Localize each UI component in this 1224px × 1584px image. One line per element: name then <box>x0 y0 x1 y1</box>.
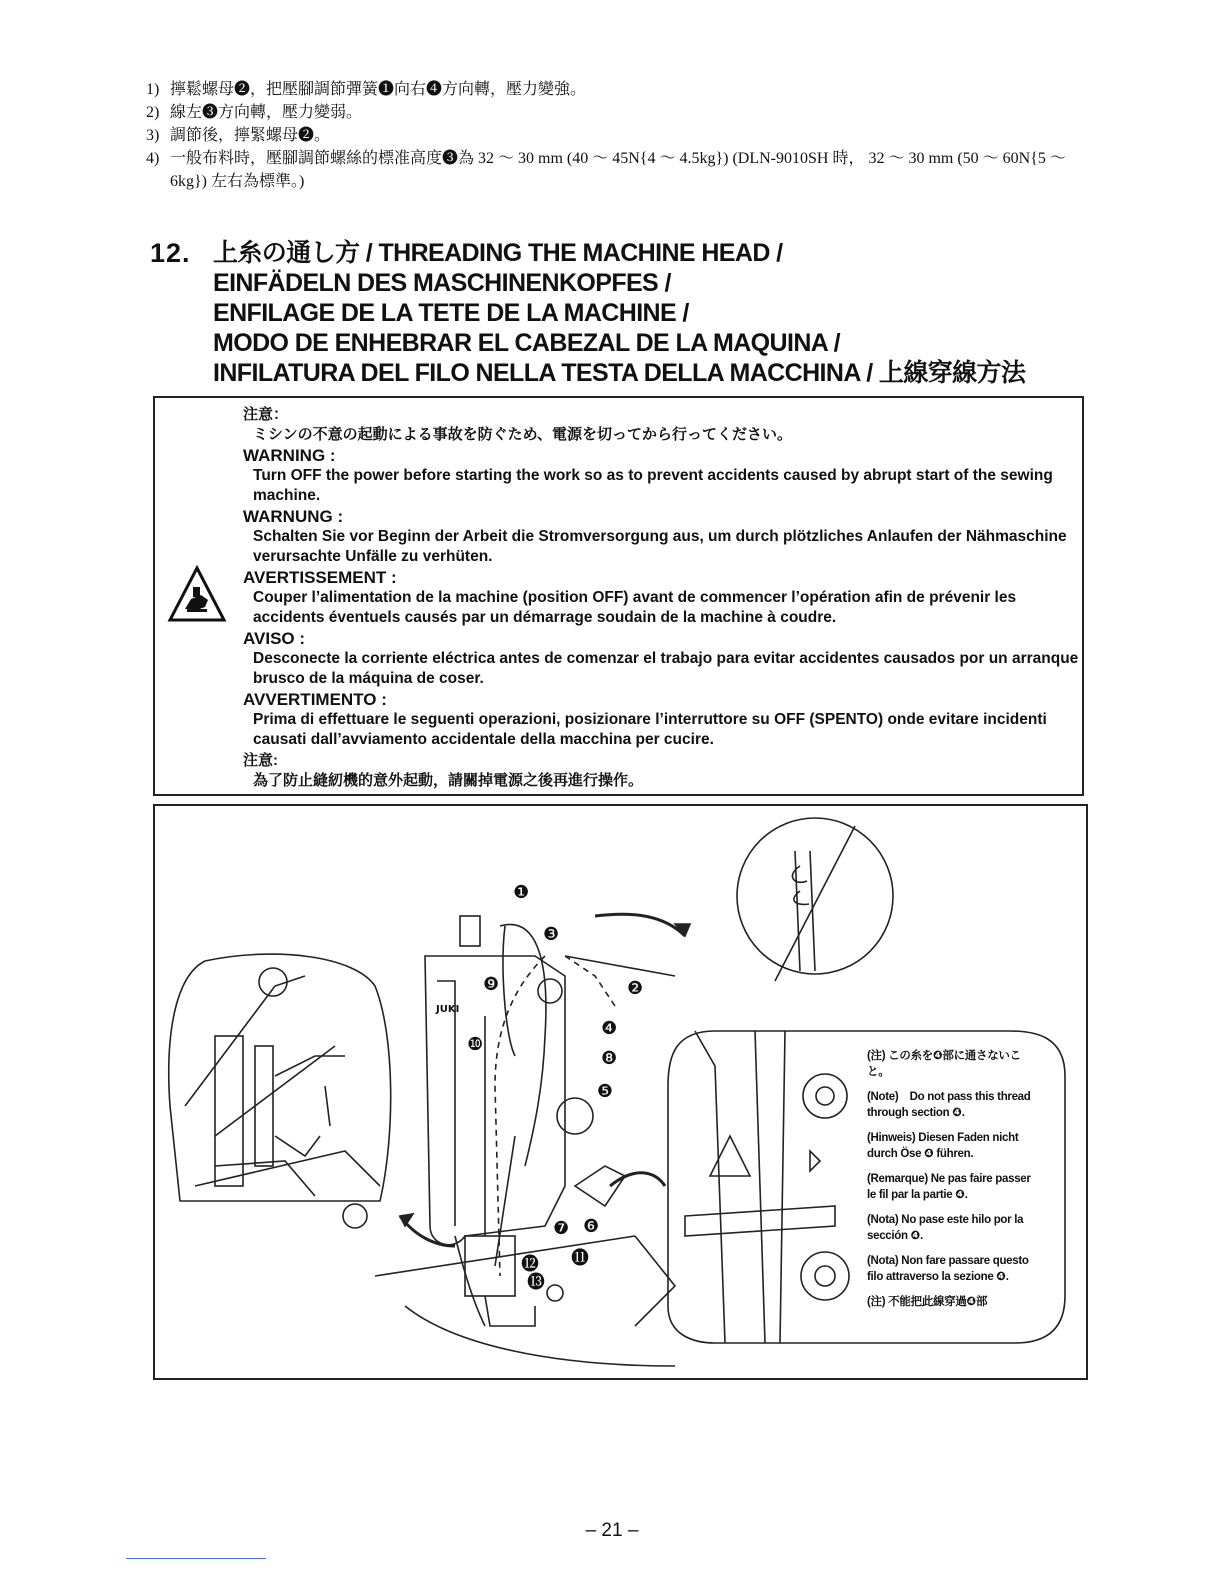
warning-heading: AVERTISSEMENT : <box>243 568 397 587</box>
needle-detail-view <box>169 954 391 1228</box>
callout-12: ⓬ <box>521 1254 539 1275</box>
section-title <box>213 238 1113 388</box>
warning-heading: WARNUNG : <box>243 507 344 526</box>
section-title-line: 上糸の通し方 / THREADING THE MACHINE HEAD / <box>213 239 783 267</box>
note-line: (Nota) Non fare passare questo filo attraverso la sezione ❹. <box>867 1255 1029 1283</box>
step-number: 4) <box>146 150 160 167</box>
footer-divider <box>126 1558 266 1559</box>
section-title-line: EINFÄDELN DES MASCHINENKOPFES / <box>213 269 671 297</box>
warning-box <box>153 396 1084 796</box>
step-number: 1) <box>146 81 160 98</box>
warning-heading: 注意： <box>243 406 289 423</box>
warning-text: 為了防止縫紉機的意外起動，請關掉電源之後再進行操作。 <box>253 772 644 789</box>
warning-text: ミシンの不意の起動による事故を防ぐため、電源を切ってから行ってください。 <box>253 426 793 443</box>
section-title-line: ENFILAGE DE LA TETE DE LA MACHINE / <box>213 299 689 327</box>
page-number: – 21 – <box>585 1520 639 1541</box>
callout-11: ⓫ <box>571 1248 589 1269</box>
warning-text: Prima di effettuare le seguenti operazioni, posizionare l’interruttore su OFF (SPENTO) onde evitare incidenti causati dall’avviamento accidentale della macchina per cucire. <box>253 711 1047 748</box>
brand-label: JUKI <box>436 1004 460 1015</box>
warning-text: Schalten Sie vor Beginn der Arbeit die Stromversorgung aus, um durch plötzliches Anlaufen der Nähmaschine verursachte Unfälle zu verhüten. <box>253 528 1067 565</box>
note-line: (注) この糸を❹部に通さないこと。 <box>867 1050 1021 1078</box>
section-number: 12. <box>150 238 191 268</box>
step-number: 2) <box>146 104 160 121</box>
warning-heading: WARNING : <box>243 446 336 465</box>
note-line: (Note) Do not pass this thread through section ❹. <box>867 1091 1031 1119</box>
warning-text: Couper l’alimentation de la machine (position OFF) avant de commencer l’opération afin de prévenir les accidents éventuels causés par un démarrage soudain de la machine à coudre. <box>253 589 1017 626</box>
step-text: 線左❸方向轉，壓力變弱。 <box>170 104 363 121</box>
callout-8: ❽ <box>601 1048 618 1069</box>
note-line: (Hinweis) Diesen Faden nicht durch Öse ❹ führen. <box>867 1132 1019 1160</box>
threading-figure <box>153 804 1088 1380</box>
step-item <box>146 101 1096 124</box>
warning-heading: 注意: <box>243 752 278 769</box>
step-number: 3) <box>146 127 160 144</box>
callout-10: ❿ <box>467 1034 484 1055</box>
callout-3: ❸ <box>543 924 560 945</box>
callout-2: ❷ <box>627 978 644 999</box>
step-text: 擰鬆螺母❷，把壓腳調節彈簧❶向右❹方向轉，壓力變強。 <box>170 81 587 98</box>
hand-caution-icon <box>167 565 227 625</box>
warning-heading: AVVERTIMENTO : <box>243 690 387 709</box>
callout-1: ❶ <box>513 882 530 903</box>
thread-note <box>867 1048 1042 1319</box>
callout-7: ❼ <box>553 1218 570 1239</box>
thread-guide-detail-view <box>737 818 893 981</box>
callout-6: ❻ <box>583 1216 600 1237</box>
callout-4: ❹ <box>601 1018 618 1039</box>
callout-13: ⓭ <box>527 1272 545 1293</box>
step-item <box>146 124 1096 147</box>
note-line: (注) 不能把此線穿過❹部 <box>867 1296 988 1308</box>
step-item <box>146 78 1096 101</box>
warning-content <box>243 404 1079 791</box>
section-title-line: INFILATURA DEL FILO NELLA TESTA DELLA MACCHINA / 上線穿線方法 <box>213 359 1026 387</box>
warning-text: Turn OFF the power before starting the work so as to prevent accidents caused by abrupt start of the sewing machine. <box>253 467 1053 504</box>
warning-text: Desconecte la corriente eléctrica antes de comenzar el trabajo para evitar accidentes causados por un arranque brusco de la máquina de coser. <box>253 650 1079 687</box>
adjustment-steps <box>146 78 1096 193</box>
step-text: 調節後，擰緊螺母❷。 <box>170 127 331 144</box>
section-title-line: MODO DE ENHEBRAR EL CABEZAL DE LA MAQUINA / <box>213 329 840 357</box>
note-line: (Nota) No pase este hilo por la sección ❹. <box>867 1214 1024 1242</box>
step-item <box>146 147 1096 193</box>
warning-heading: AVISO : <box>243 629 306 648</box>
note-line: (Remarque) Ne pas faire passer le fil par la partie ❹. <box>867 1173 1031 1201</box>
callout-5: ❺ <box>597 1081 614 1102</box>
callout-9: ❾ <box>483 974 500 995</box>
step-text: 一般布料時，壓腳調節螺絲的標准高度❸為 32 ～ 30 mm (40 ～ 45N{4 ～ 4.5kg}) (DLN-9010SH 時， 32 ～ 30 mm (50 ～ 60N{5 ～ 6kg}) 左右為標準。) <box>170 150 1066 190</box>
